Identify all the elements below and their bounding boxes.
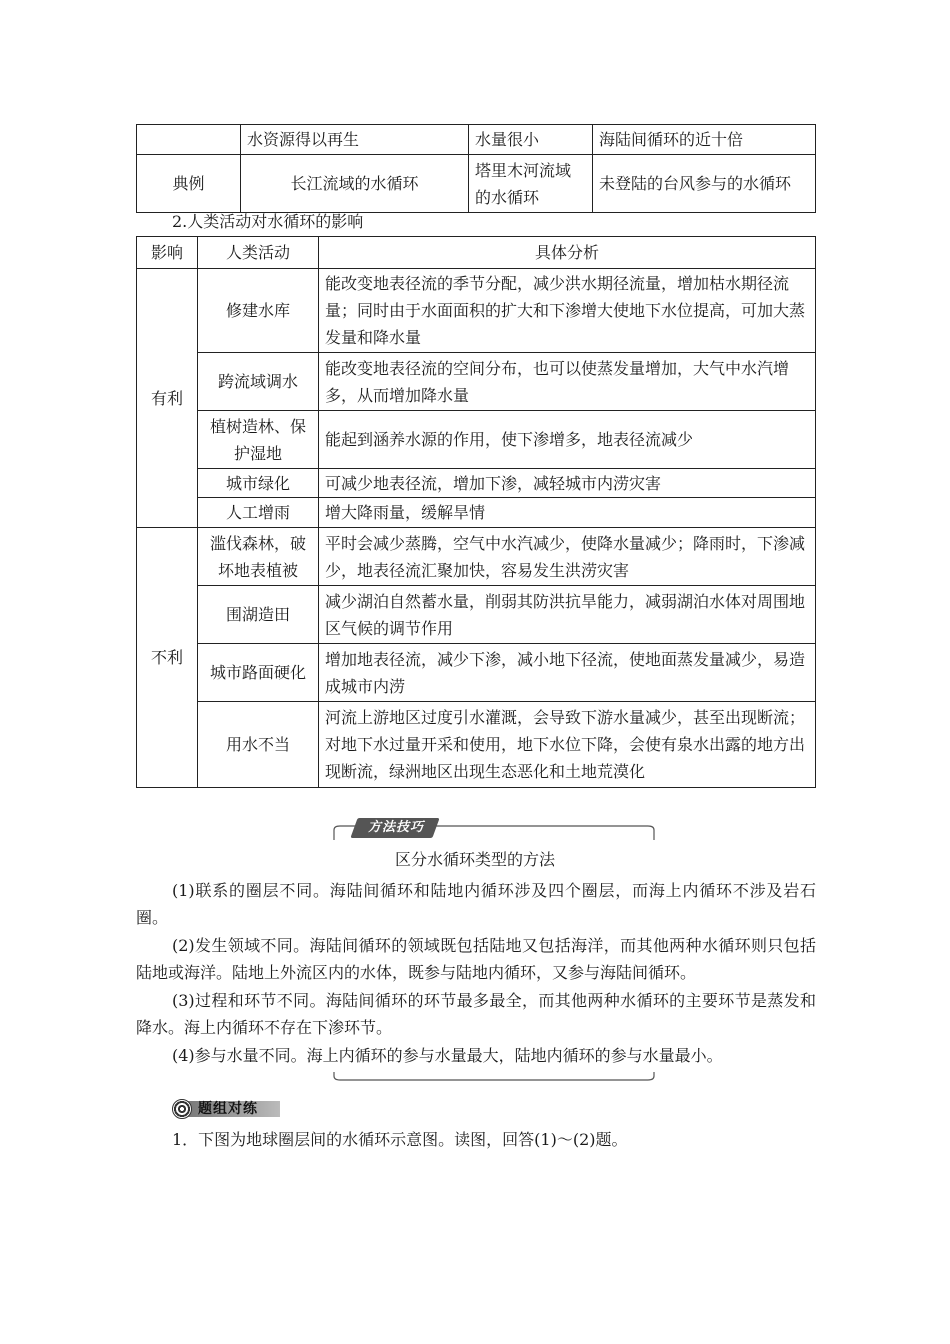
table-caption: 2.人类活动对水循环的影响 [172,212,364,231]
table-row [137,353,816,411]
method-point: (3)过程和环节不同。海陆间循环的环节最多最全，而其他两种水循环的主要环节是蒸发和降水。海上内循环不存在下渗环节。 [136,991,816,1037]
table-cell: 水资源得以再生 [241,125,469,155]
analysis-cell: 平时会减少蒸腾，空气中水汽减少，使降水量减少；降雨时，下渗减少，地表径流汇聚加快，容易发生洪涝灾害 [319,528,816,586]
method-point: (4)参与水量不同。海上内循环的参与水量最大，陆地内循环的参与水量最小。 [172,1046,723,1065]
table-row [137,155,816,213]
table-cell: 海陆间循环的近十倍 [593,125,816,155]
table-row [137,469,816,498]
exercise-question: 1．下图为地球圈层间的水循环示意图。读图，回答(1)～(2)题。 [172,1130,628,1149]
analysis-cell: 可减少地表径流，增加下渗，减轻城市内涝灾害 [319,469,816,498]
analysis-cell: 能改变地表径流的季节分配，减少洪水期径流量，增加枯水期径流量；同时由于水面面积的扩大和下渗增大使地下水位提高，可加大蒸发量和降水量 [319,269,816,353]
method-badge-label: 方法技巧 [367,820,424,835]
activity-cell: 围湖造田 [198,586,319,644]
activity-cell: 城市绿化 [198,469,319,498]
analysis-cell: 能起到涵养水源的作用，使下渗增多，地表径流减少 [319,411,816,469]
method-box-title: 区分水循环类型的方法 [394,850,555,869]
table-cell: 水量很小 [469,125,593,155]
header-cell: 人类活动 [198,237,319,269]
method-box-frame-bottom [332,1072,656,1084]
table-row [137,644,816,702]
activity-cell: 用水不当 [198,702,319,788]
activity-cell: 城市路面硬化 [198,644,319,702]
header-cell: 影响 [137,237,198,269]
table-row [137,125,816,155]
table-row [137,586,816,644]
table-cell [137,125,241,155]
analysis-cell: 能改变地表径流的空间分布，也可以使蒸发量增加，大气中水汽增多，从而增加降水量 [319,353,816,411]
activity-cell: 跨流域调水 [198,353,319,411]
impact-unfavorable-cell: 不利 [137,528,198,788]
table-cell: 长江流域的水循环 [241,155,469,213]
method-point: (2)发生领域不同。海陆间循环的领域既包括陆地又包括海洋，而其他两种水循环则只包括陆地或海洋。陆地上外流区内的水体，既参与陆地内循环，又参与海陆间循环。 [136,936,816,982]
table-row [137,702,816,788]
table-row [137,528,816,586]
impact-favorable-cell: 有利 [137,269,198,528]
analysis-cell: 河流上游地区过度引水灌溉，会导致下游水量减少，甚至出现断流；对地下水过量开采和使用，地下水位下降，会使有泉水出露的地方出现断流，绿洲地区出现生态恶化和土地荒漠化 [319,702,816,788]
exercise-section-badge [172,1098,282,1120]
table-cell: 塔里木河流域的水循环 [469,155,593,213]
activity-cell: 植树造林、保护湿地 [198,411,319,469]
human-impact-table [136,236,816,788]
water-cycle-types-table [136,124,816,213]
table-row [137,498,816,528]
analysis-cell: 增加地表径流，减少下渗，减小地下径流，使地面蒸发量减少，易造成城市内涝 [319,644,816,702]
table-header-row [137,237,816,269]
header-cell: 具体分析 [319,237,816,269]
table-row [137,269,816,353]
analysis-cell: 减少湖泊自然蓄水量，削弱其防洪抗旱能力，减弱湖泊水体对周围地区气候的调节作用 [319,586,816,644]
activity-cell: 人工增雨 [198,498,319,528]
table-cell: 未登陆的台风参与的水循环 [593,155,816,213]
method-point: (1)联系的圈层不同。海陆间循环和陆地内循环涉及四个圈层，而海上内循环不涉及岩石圈。 [136,881,816,927]
analysis-cell: 增大降雨量，缓解旱情 [319,498,816,528]
table-cell: 典例 [137,155,241,213]
table-row [137,411,816,469]
target-icon [172,1099,192,1119]
activity-cell: 修建水库 [198,269,319,353]
section-label: 题组对练 [198,1101,258,1117]
activity-cell: 滥伐森林，破坏地表植被 [198,528,319,586]
